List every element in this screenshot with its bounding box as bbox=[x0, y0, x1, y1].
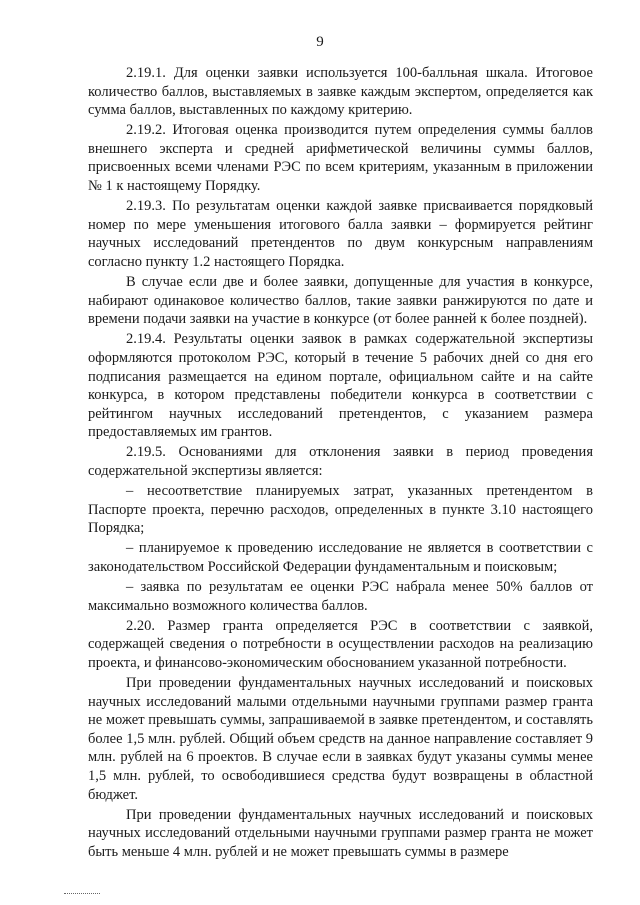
list-item-cost-mismatch: – несоответствие планируемых затрат, указанных претендентом в Паспорте проекта, перечню расходов, определенных в пункте 3.10 настоящего Порядка; bbox=[88, 483, 593, 537]
paragraph-equal-scores: В случае если две и более заявки, допущенные для участия в конкурсе, набирают одинаковое количество баллов, такие заявки ранжируются по дате и времени подачи заявки на участие в конкурсе (от более ранней к более поздней). bbox=[88, 274, 593, 328]
paragraph-2-19-4: 2.19.4. Результаты оценки заявок в рамках содержательной экспертизы оформляются протоколом РЭС, который в течение 5 рабочих дней со дня его подписания размещается на едином портале, официальном сайте и на сайте конкурса, в котором представлены победители конкурса в соответствии с рейтингом научных исследований претендентов, с указанием размера предоставляемых им грантов. bbox=[88, 331, 593, 441]
paragraph-2-20: 2.20. Размер гранта определяется РЭС в соответствии с заявкой, содержащей сведения о потребности в осуществлении расходов на реализацию проекта, и финансово-экономическим обоснованием указанной потребности. bbox=[88, 617, 593, 671]
page-number: 9 bbox=[316, 34, 324, 50]
paragraph-2-19-1: 2.19.1. Для оценки заявки используется 100-балльная шкала. Итоговое количество баллов, выставляемых в заявке каждым экспертом, определяется как сумма баллов, выставленных по каждому критерию. bbox=[88, 65, 593, 119]
paragraph-small-groups: При проведении фундаментальных научных исследований и поисковых научных исследований малыми отдельными научными группами размер гранта не может превышать суммы, запрашиваемой в заявке претендентом, и составлять более 1,5 млн. рублей. Общий объем средств на данное направление составляет 9 млн. рублей на 6 проектов. В случае если в заявках будут указаны суммы менее 1,5 млн. рублей, то освободившиеся средства будут возвращены в областной бюджет. bbox=[88, 675, 593, 803]
paragraph-separate-groups: При проведении фундаментальных научных исследований и поисковых научных исследований отдельными научными группами размер гранта не может быть меньше 4 млн. рублей и не может превышать суммы в размере bbox=[88, 806, 593, 860]
list-item-not-fundamental: – планируемое к проведению исследование не является в соответствии с законодательством Российской Федерации фундаментальным и поисковым; bbox=[88, 540, 593, 575]
paragraph-2-19-5: 2.19.5. Основаниями для отклонения заявки в период проведения содержательной экспертизы является: bbox=[88, 444, 593, 479]
paragraph-2-19-2: 2.19.2. Итоговая оценка производится путем определения суммы баллов внешнего эксперта и средней арифметической величины суммы баллов, присвоенных всеми членами РЭС по всем критериям, указанным в приложении № 1 к настоящему Порядку. bbox=[88, 122, 593, 195]
list-item-low-score: – заявка по результатам ее оценки РЭС набрала менее 50% баллов от максимально возможного количества баллов. bbox=[88, 579, 593, 614]
paragraph-2-19-3: 2.19.3. По результатам оценки каждой заявке присваивается порядковый номер по мере уменьшения итогового балла заявки – формируется рейтинг научных исследований претендентов по двум конкурсным направлениям согласно пункту 1.2 настоящего Порядка. bbox=[88, 198, 593, 270]
document-body bbox=[88, 64, 593, 863]
footer-divider bbox=[64, 893, 100, 894]
